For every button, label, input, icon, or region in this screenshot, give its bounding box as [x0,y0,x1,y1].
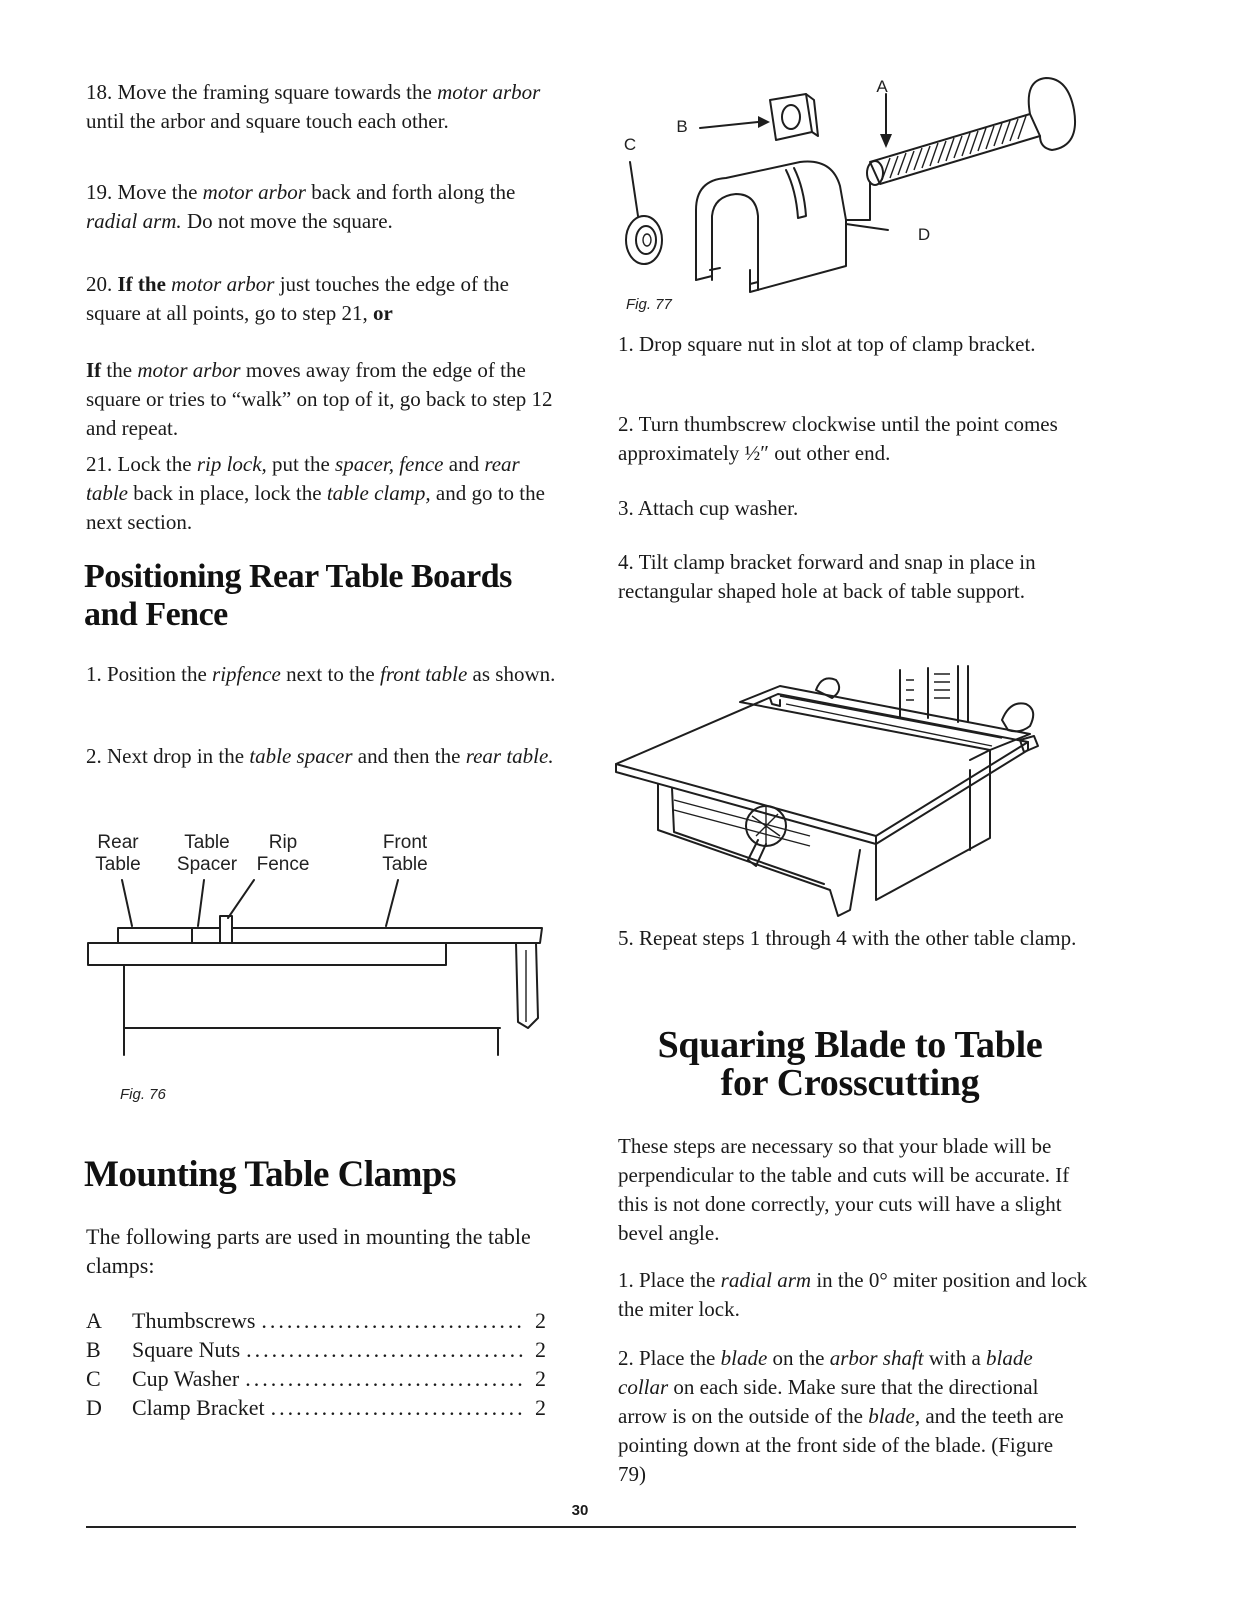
rip-fence [220,916,232,943]
crank-wheel-spokes [752,806,780,846]
leader-dots [271,1393,524,1422]
arrowhead-a [880,134,892,148]
positioning-step-1: 1. Position the ripfence next to the front table as shown. [86,662,556,686]
label-rip-fence: Rip Fence [256,832,310,875]
part-quantity: 2 [535,1366,546,1391]
heading-mounting-table-clamps: Mounting Table Clamps [84,1154,456,1195]
parts-list-item [86,1335,546,1364]
fig77-label-a: A [876,77,888,96]
clamp-step-3: 3. Attach cup washer. [618,496,799,520]
table-spacer [192,928,220,943]
step-20: 20. If the motor arbor just touches the edge of the square at all points, go to step 21, or [86,272,509,325]
clamp-step-1: 1. Drop square nut in slot at top of clamp bracket. [618,332,1036,356]
thumbscrew [867,78,1075,185]
step-20-alternative: If the motor arbor moves away from the edge of the square or tries to “walk” on top of it, go back to step 12 and repeat. [86,358,553,440]
cup-washer-inner [636,226,656,254]
part-quantity: 2 [535,1337,546,1362]
part-letter: A [86,1308,102,1333]
thumbscrew-head [1029,78,1075,150]
table-support-rail [88,943,446,965]
step-21: 21. Lock the rip lock, put the spacer, fence and rear table back in place, lock the table clamp, and go to the next section. [86,452,545,534]
part-letter: C [86,1366,101,1391]
figure-77-caption: Fig. 77 [626,296,672,313]
positioning-step-2: 2. Next drop in the table spacer and then the rear table. [86,744,554,768]
part-name: Thumbscrews [132,1308,256,1333]
fig77-label-d: D [917,225,931,244]
leader-b [700,122,758,128]
clamp-step-4: 4. Tilt clamp bracket forward and snap in place in rectangular shaped hole at back of table support. [618,550,1036,603]
table-clamp-illustration [610,660,1050,920]
leader-d [846,224,888,230]
squaring-intro: These steps are necessary so that your blade will be perpendicular to the table and cuts will be accurate. If this is not done correctly, your cuts will have a slight bevel angle. [618,1134,1070,1245]
leader-front-table [386,880,398,926]
leader-c [630,162,638,216]
square-nut-hole [782,105,800,129]
label-front-table: Front Table [382,832,428,875]
part-quantity: 2 [535,1395,546,1420]
footer-rule [86,1526,1076,1528]
label-rear-table: Rear Table [95,832,141,875]
part-letter: D [86,1395,102,1420]
leader-dots [246,1335,524,1364]
square-nut [770,94,812,140]
clamp-bracket [696,162,846,293]
rear-table-board [118,928,192,943]
leader-dots [261,1306,524,1335]
clamp-bracket-feet [696,268,758,284]
label-table-spacer: Table Spacer [176,832,238,875]
squaring-step-2: 2. Place the blade on the arbor shaft with a blade collar on each side. Make sure that the directional arrow is on the outside of the blade, and the teeth are pointing down at the front side of the blade. (Figure 79) [618,1346,1064,1486]
leader-dots [245,1364,524,1393]
right-clamp-knob [1002,703,1033,731]
figure-76-diagram [80,870,560,1060]
table-top-side-edge [876,742,1028,844]
leader-rear-table [122,880,132,926]
clamp-bracket-slot [786,168,806,218]
parts-list [86,1306,546,1422]
table-top [616,694,1028,836]
part-name: Clamp Bracket [132,1395,265,1420]
part-name: Square Nuts [132,1337,241,1362]
clamps-intro: The following parts are used in mounting the table clamps: [86,1224,531,1278]
fig77-label-c: C [623,135,637,154]
thumbscrew-threads [882,116,1026,180]
heading-squaring-line-2: for Crosscutting [720,1062,980,1104]
arrowhead-b [758,116,770,128]
page-number: 30 [571,1502,589,1519]
left-clamp-knob [816,678,839,698]
frame-side-bracket [516,943,538,1028]
fig77-label-b: B [676,117,688,136]
part-quantity: 2 [535,1308,546,1333]
figure-77-diagram [600,70,1080,310]
clamp-step-2: 2. Turn thumbscrew clockwise until the point comes approximately ½″ out other end. [618,412,1058,465]
step-18: 18. Move the framing square towards the motor arbor until the arbor and square touch each other. [86,80,541,133]
parts-list-item [86,1306,546,1335]
parts-list-item [86,1364,546,1393]
part-letter: B [86,1337,101,1362]
heading-squaring-line-1: Squaring Blade to Table [657,1024,1043,1066]
heading-squaring-blade [600,1026,1100,1102]
leader-table-spacer [198,880,204,926]
part-name: Cup Washer [132,1366,240,1391]
clamp-step-5: 5. Repeat steps 1 through 4 with the other table clamp. [618,926,1077,950]
cup-washer-hole [643,234,651,246]
heading-positioning-rear-table: Positioning Rear Table Boards and Fence [84,558,512,633]
figure-76-caption: Fig. 76 [120,1086,166,1103]
front-table-board [232,928,542,943]
step-19: 19. Move the motor arbor back and forth along the radial arm. Do not move the square. [86,180,516,233]
thumbscrew-shaft [870,114,1040,184]
clamp-bracket-back [846,182,870,220]
clamp-bracket-inner [712,194,758,290]
parts-list-item [86,1393,546,1422]
squaring-step-1: 1. Place the radial arm in the 0° miter position and lock the miter lock. [618,1268,1088,1321]
saw-base-side [876,756,990,900]
leader-rip-fence [228,880,254,918]
